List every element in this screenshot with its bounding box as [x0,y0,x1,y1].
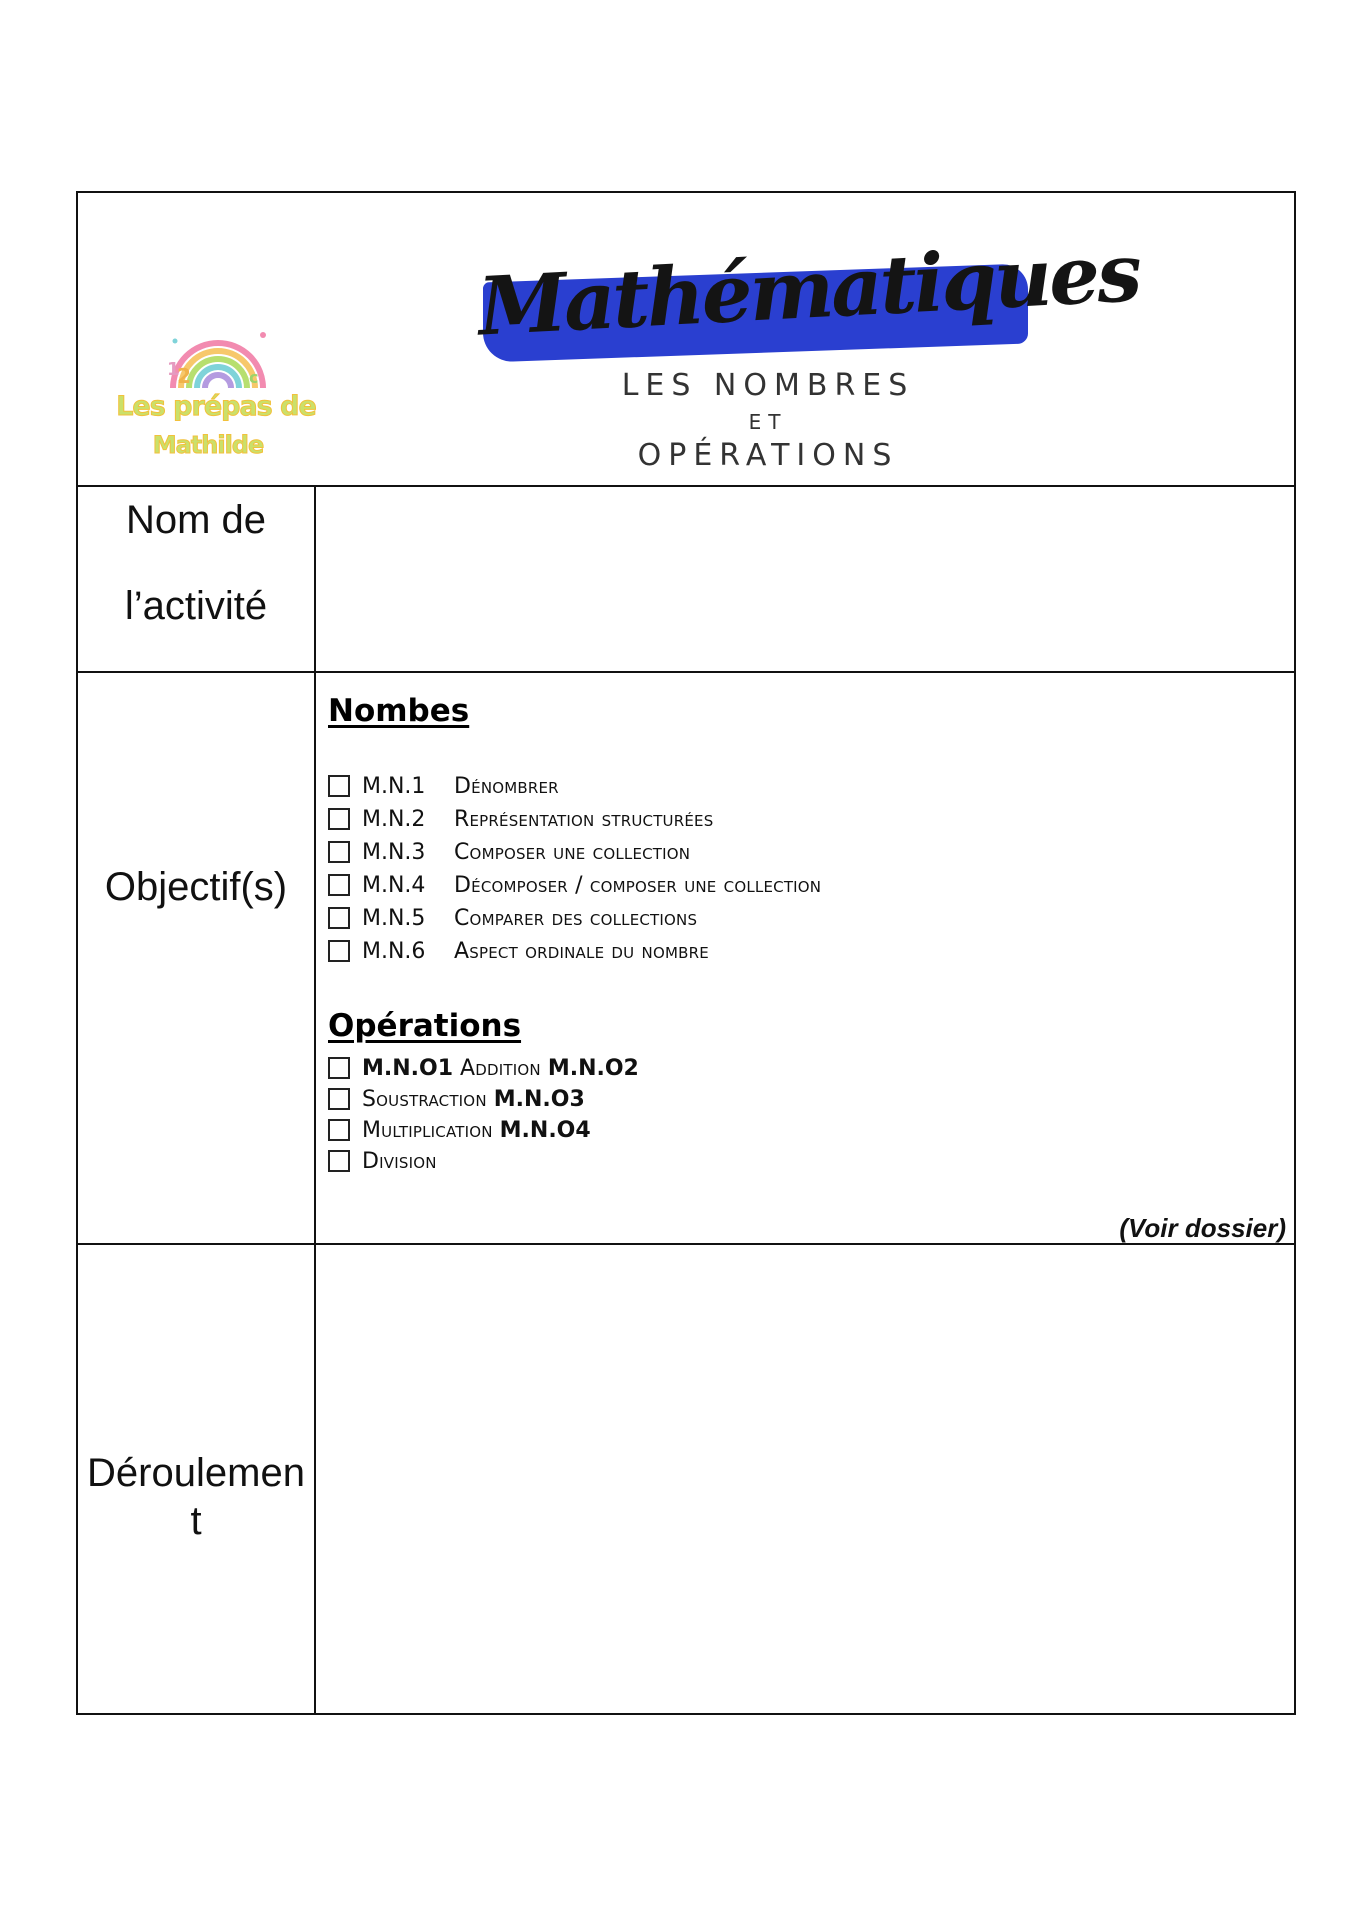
progress-label-line1: Déroulemen [87,1451,305,1495]
objective-code: M.N.6 [362,938,426,964]
list-item [328,837,690,867]
checkbox[interactable] [328,940,350,962]
operations-title: Opérations [328,1008,522,1044]
objective-label: Aspect ordinale du nombre [454,938,709,964]
logo-text-line1: Les prépas de [116,391,316,422]
checkbox[interactable] [328,1088,350,1110]
activity-name-field[interactable] [316,487,1296,671]
objective-label: Dénombrer [454,773,559,799]
operation-label: Multiplication [362,1117,493,1143]
operation-label: Division [362,1148,437,1174]
list-item [328,1115,591,1145]
operations-section [328,1008,521,1044]
subject-title [475,223,1142,373]
subject-title-text: Mathématiques [475,225,1142,354]
checkbox[interactable] [328,841,350,863]
objective-code: M.N.2 [362,806,426,832]
checkbox[interactable] [328,1119,350,1141]
nombres-list [328,771,1228,971]
progress-field[interactable] [316,1245,1296,1713]
objective-code: M.N.1 [362,773,426,799]
progress-label-line2: t [190,1499,202,1543]
list-item [328,903,697,933]
subtitle-line1: LES NOMBRES [621,368,915,403]
list-item [328,1146,437,1176]
activity-divider [78,671,1294,673]
rainbow-icon [163,323,273,393]
objective-code: M.N.4 [362,872,426,898]
operation-code: M.N.O1 [362,1055,454,1081]
list-item [328,936,709,966]
operation-code: M.N.O2 [547,1055,639,1081]
list-item [328,1053,639,1083]
checkbox[interactable] [328,775,350,797]
objectives-label: Objectif(s) [104,865,288,909]
checkbox[interactable] [328,808,350,830]
list-item [328,804,713,834]
operations-list [328,1053,1228,1183]
svg-text:2: 2 [177,364,191,388]
subtitle-line2: ET [748,410,788,434]
objective-label: Décomposer / composer une collection [454,872,822,898]
nombres-section [328,693,469,729]
logo-text-line2: Mathilde [152,431,264,459]
see-folder-note: (Voir dossier) [1119,1213,1286,1243]
lesson-plan-sheet [76,191,1296,1715]
operation-code: M.N.O3 [493,1086,585,1112]
operation-label: Addition [460,1055,541,1081]
objective-label: Représentation structurées [454,806,714,832]
subtitle-line3: OPÉRATIONS [637,438,899,473]
svg-text:1: 1 [167,359,180,380]
list-item [328,1084,585,1114]
operation-label: Soustraction [362,1086,487,1112]
checkbox[interactable] [328,907,350,929]
activity-label-line2: l’activité [124,584,268,628]
list-item [328,870,821,900]
list-item [328,771,559,801]
checkbox[interactable] [328,1150,350,1172]
school-logo [118,323,318,473]
objective-code: M.N.5 [362,905,426,931]
nombres-title: Nombes [328,693,470,729]
checkbox[interactable] [328,1057,350,1079]
checkbox[interactable] [328,874,350,896]
svg-text:c: c [249,368,259,387]
objective-label: Composer une collection [454,839,691,865]
activity-label-line1: Nom de [125,498,267,542]
objective-label: Comparer des collections [454,905,698,931]
objective-code: M.N.3 [362,839,426,865]
operation-code: M.N.O4 [499,1117,591,1143]
